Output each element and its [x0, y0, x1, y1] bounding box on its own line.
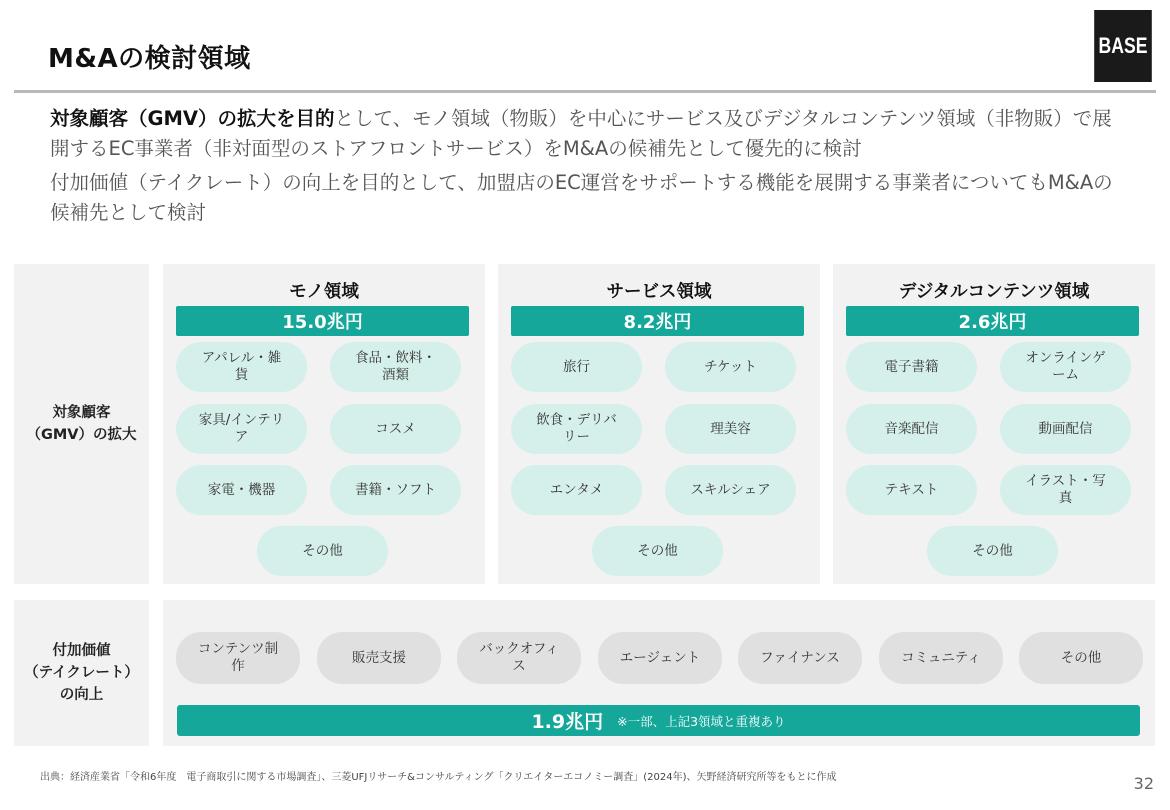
category-pill: その他 [257, 526, 388, 576]
category-pill: アパレル・雑貨 [176, 342, 307, 392]
takerate-row-label [14, 600, 149, 746]
category-pill: 家具/インテリア [176, 404, 307, 454]
lead-paragraph-1 [50, 104, 1130, 164]
category-pill: コスメ [330, 404, 461, 454]
lead-text [50, 104, 1130, 228]
lead-paragraph-1-rest: として、モノ領域（物販）を中心にサービス及びデジタルコンテンツ領域（非物販）で展開するEC事業者（非対面型のストアフロントサービス）をM&Aの候補先として優先的に検討 [50, 107, 1112, 160]
category-pill: オンラインゲーム [1000, 342, 1131, 392]
category-pill: その他 [592, 526, 723, 576]
gmv-column [833, 264, 1155, 584]
category-pill: 音楽配信 [846, 404, 977, 454]
category-pill: 書籍・ソフト [330, 465, 461, 515]
lead-paragraph-2: 付加価値（テイクレート）の向上を目的として、加盟店のEC運営をサポートする機能を展開する事業者についてもM&Aの候補先として検討 [50, 171, 1113, 224]
takerate-row-label-text: 付加価値 （テイクレート） の向上 [24, 643, 139, 703]
lead-emphasis: 対象顧客（GMV）の拡大を目的 [50, 107, 335, 130]
column-amount-bar: 2.6兆円 [846, 306, 1139, 336]
gmv-column [498, 264, 820, 584]
gmv-column [163, 264, 485, 584]
category-pill: 食品・飲料・酒類 [330, 342, 461, 392]
source-note: 出典：経済産業省「令和6年度 電子商取引に関する市場調査」、三菱UFJリサーチ&コンサルティング「クリエイターエコノミー調査」(2024年)、矢野経済研究所等をもとに作成 [40, 772, 837, 783]
category-pill: 動画配信 [1000, 404, 1131, 454]
function-pill: コミュニティ [879, 632, 1003, 684]
category-pill: 電子書籍 [846, 342, 977, 392]
category-pill: イラスト・写真 [1000, 465, 1131, 515]
function-pill: その他 [1019, 632, 1143, 684]
gmv-row-label-text: 対象顧客 （GMV）の拡大 [26, 405, 137, 443]
column-amount-bar: 15.0兆円 [176, 306, 469, 336]
column-title: モノ領域 [289, 282, 359, 302]
function-pill: ファイナンス [738, 632, 862, 684]
category-pill: エンタメ [511, 465, 642, 515]
page-title: M&Aの検討領域 [48, 44, 251, 74]
category-pill: スキルシェア [665, 465, 796, 515]
brand-logo: BASE [1094, 10, 1152, 82]
function-pill: エージェント [598, 632, 722, 684]
takerate-amount: 1.9兆円 [531, 711, 604, 733]
category-pill: 旅行 [511, 342, 642, 392]
gmv-row-label [14, 264, 149, 584]
column-title: サービス領域 [606, 282, 712, 302]
column-title: デジタルコンテンツ領域 [898, 282, 1090, 302]
category-pill: チケット [665, 342, 796, 392]
category-pill: その他 [927, 526, 1058, 576]
function-pill: バックオフィス [457, 632, 581, 684]
page-number: 32 [1133, 774, 1154, 793]
takerate-note: ※一部、上記3領域と重複あり [617, 713, 786, 729]
column-amount-bar: 8.2兆円 [511, 306, 804, 336]
category-pill: 飲食・デリバリー [511, 404, 642, 454]
category-pill: 理美容 [665, 404, 796, 454]
category-pill: テキスト [846, 465, 977, 515]
function-pill: 販売支援 [317, 632, 441, 684]
title-divider [14, 90, 1156, 93]
function-pill: コンテンツ制作 [176, 632, 300, 684]
category-pill: 家電・機器 [176, 465, 307, 515]
takerate-amount-bar [177, 705, 1140, 736]
